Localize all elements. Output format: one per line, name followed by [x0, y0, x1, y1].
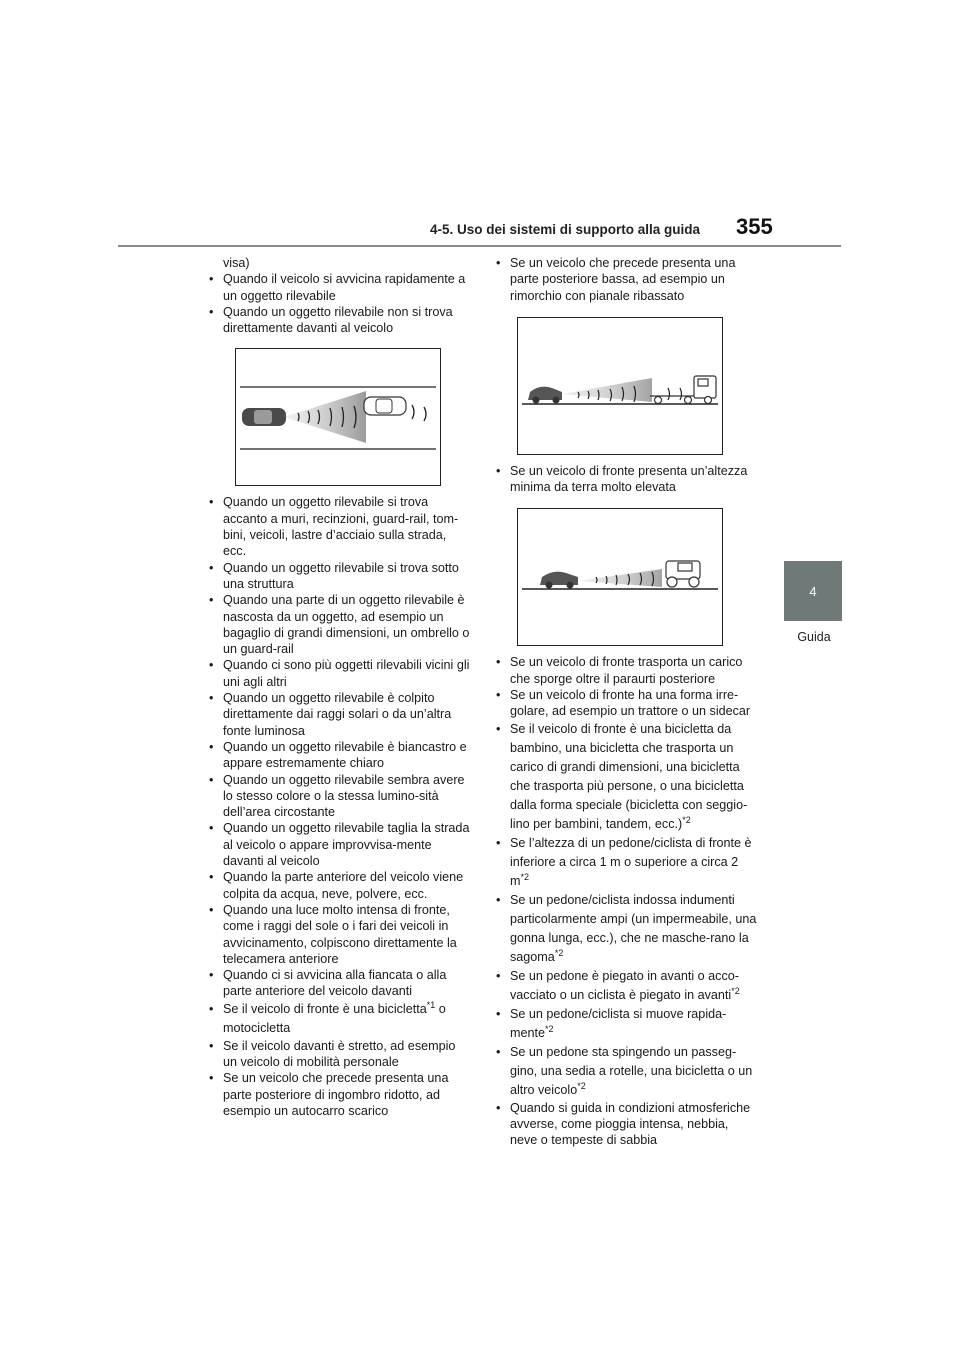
- sensor-diagram: [236, 349, 440, 485]
- list-item: • Quando una parte di un oggetto rilevabile è nascosta da un oggetto, ad esempio un bagaglio di grandi dimensioni, un ombrello o un guard-rail: [204, 592, 472, 657]
- list-item: • Quando un oggetto rilevabile si trova accanto a muri, recinzioni, guard-rail, tom-bini, veicoli, lastre d’acciaio sulla strada, ecc.: [204, 494, 472, 559]
- chapter-label: Guida: [797, 630, 831, 644]
- list-item: • Quando un oggetto rilevabile non si trova direttamente davanti al veicolo: [204, 304, 472, 337]
- illustration-low-trailer: [517, 317, 723, 455]
- own-car-icon: [242, 408, 286, 426]
- list-item: • Quando un oggetto rilevabile è colpito direttamente dai raggi solari o da un’altra fonte luminosa: [204, 690, 472, 739]
- list-item: • Quando la parte anteriore del veicolo viene colpita da acqua, neve, polvere, ecc.: [204, 869, 472, 902]
- list-item: • Quando ci si avvicina alla fiancata o alla parte anteriore del veicolo davanti: [204, 967, 472, 1000]
- own-car-icon: [528, 387, 562, 404]
- list-item: • Quando un oggetto rilevabile sembra avere lo stesso colore o la stessa lumino-sità dell’area circostante: [204, 772, 472, 821]
- left-column: [204, 255, 472, 1119]
- illustration-offset-object: [235, 348, 441, 486]
- footnote-ref: *2: [520, 871, 530, 882]
- high-clearance-vehicle-icon: [666, 561, 700, 587]
- list-item: • Quando ci sono più oggetti rilevabili vicini gli uni agli altri: [204, 657, 472, 690]
- footnote-ref: *2: [682, 814, 691, 825]
- sensor-beam: [284, 391, 366, 443]
- footnote-ref: *2: [554, 947, 564, 958]
- illustration-high-clearance: [517, 508, 723, 646]
- list-item: • Se un veicolo di fronte trasporta un carico che sporge oltre il paraurti posteriore: [491, 654, 757, 687]
- right-column: [491, 255, 757, 1149]
- list-item: • Se un veicolo che precede presenta una parte posteriore di ingombro ridotto, ad esempio un autocarro scarico: [204, 1070, 472, 1119]
- list-item: • Quando un oggetto rilevabile è biancastro e appare estremamente chiaro: [204, 739, 472, 772]
- list-item: • Quando un oggetto rilevabile si trova sotto una struttura: [204, 560, 472, 593]
- list-item: • Se l’altezza di un pedone/ciclista di fronte è inferiore a circa 1 m o superiore a circa 2 $m^{*2}$: [491, 834, 757, 891]
- list-item: • Se un pedone sta spingendo un passeg-gino, una sedia a rotelle, una bicicletta o un altro veicolo$^{*2}$: [491, 1043, 757, 1100]
- list-item: • Se il veicolo di fronte è una bicicletta da bambino, una bicicletta che trasporta un carico di grandi dimensioni, una bicicletta che trasporta più persone, o una bicicletta dalla forma speciale (bicicletta con seggio-lino per bambini, tandem, ecc.)$^{*2}$: [491, 720, 757, 834]
- chapter-number: 4: [809, 583, 817, 599]
- list-item: • Se il veicolo davanti è stretto, ad esempio un veicolo di mobilità personale: [204, 1038, 472, 1071]
- list-item: • Se un veicolo che precede presenta una parte posteriore bassa, ad esempio un rimorchio con pianale ribassato: [491, 255, 757, 304]
- footnote-ref: *1: [426, 999, 436, 1010]
- chapter-tab[interactable]: [784, 561, 842, 621]
- sensor-beam: [578, 569, 662, 587]
- trailer-truck-icon: [650, 376, 716, 404]
- list-item: • Quando una luce molto intensa di fronte, come i raggi del sole o i fari dei veicoli in avvicinamento, colpiscono direttamente la telecamera anteriore: [204, 902, 472, 967]
- header-divider: [118, 245, 841, 247]
- list-item: • Se un pedone/ciclista indossa indumenti particolarmente ampi (un impermeabile, una gonna lunga, ecc.), che ne masche-rano la sagoma$^{*2}$: [491, 891, 757, 967]
- list-item: • Se un veicolo di fronte ha una forma irre-golare, ad esempio un trattore o un sidecar: [491, 687, 757, 720]
- list-item: • Quando si guida in condizioni atmosferiche avverse, come pioggia intensa, nebbia, neve o tempeste di sabbia: [491, 1100, 757, 1149]
- detected-car-icon: [364, 397, 406, 415]
- list-item: • Quando il veicolo si avvicina rapidamente a un oggetto rilevabile: [204, 271, 472, 304]
- list-item: • Se un veicolo di fronte presenta un’altezza minima da terra molto elevata: [491, 463, 757, 496]
- list-item: • Quando un oggetto rilevabile taglia la strada al veicolo o appare improvvisa-mente davanti al veicolo: [204, 820, 472, 869]
- footnote-ref: *2: [731, 985, 740, 996]
- section-title: 4-5. Uso dei sistemi di supporto alla guida: [430, 222, 701, 237]
- footnote-ref: *2: [577, 1080, 586, 1091]
- list-item: • Se un pedone è piegato in avanti o acco-vacciato o un ciclista è piegato in avanti$^{*2}$: [491, 967, 757, 1005]
- clearance-diagram: [518, 509, 722, 645]
- list-item: • Se il veicolo di fronte è una bicicletta$^{*1}$ o motocicletta: [204, 1000, 472, 1038]
- footnote-ref: *2: [545, 1023, 554, 1034]
- page-number: 355: [736, 214, 773, 239]
- trailer-diagram: [518, 318, 722, 454]
- list-item: visa): [223, 256, 250, 270]
- list-item: • Se un pedone/ciclista si muove rapida-mente$^{*2}$: [491, 1005, 757, 1043]
- own-car-icon: [540, 572, 578, 589]
- sensor-beam: [562, 378, 652, 402]
